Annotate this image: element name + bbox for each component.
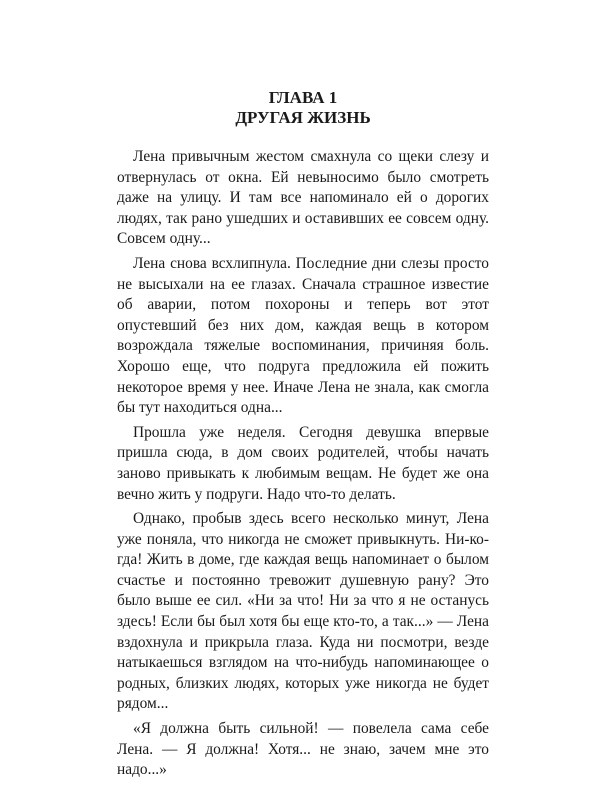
- paragraph: Прошла уже неделя. Сегодня девушка впервые пришла сюда, в дом своих родителей, чтобы начать заново привыкать к любимым вещам. Не будет же она вечно жить у подруги. Надо что-то делать.: [117, 423, 489, 503]
- paragraph: Однако, пробыв здесь всего несколько минут, Лена уже поняла, что никогда не сможет привыкнуть. Ни-ко-гда! Жить в доме, где каждая вещь напоминает о былом счастье и постоянно тревожит душевную рану? Это было выше ее сил. «Ни за что! Ни за что я не останусь здесь! Если бы был хотя бы еще кто-то, а так...» — Лена вздохнула и прикрыла глаза. Куда ни посмотри, везде натыкаешься взглядом на что-нибудь напоминающее о родных, близких людях, которых уже никогда не будет рядом...: [117, 510, 489, 713]
- paragraph: Лена снова всхлипнула. Последние дни слезы просто не высыхали на ее глазах. Сначала страшное известие об аварии, потом похороны и теперь вот этот опустевший без них дом, каждая вещь в котором возрождала тяжелые воспоминания, причиняя боль. Хорошо еще, что подруга предложила ей пожить некоторое время у нее. Иначе Лена не знала, как смогла бы тут находиться одна...: [117, 254, 489, 417]
- book-page: [117, 88, 489, 785]
- chapter-title: ДРУГАЯ ЖИЗНЬ: [235, 108, 371, 127]
- chapter-number: ГЛАВА 1: [268, 88, 338, 107]
- paragraph: «Я должна быть сильной! — повелела сама себе Лена. — Я должна! Хотя... не знаю, зачем мне это надо...»: [117, 720, 489, 779]
- paragraph: Лена привычным жестом смахнула со щеки слезу и отвернулась от окна. Ей невыносимо было смотреть даже на улицу. И там все напоминало ей о дорогих людях, так рано ушедших и оставивших ее совсем одну. Совсем одну...: [117, 148, 489, 248]
